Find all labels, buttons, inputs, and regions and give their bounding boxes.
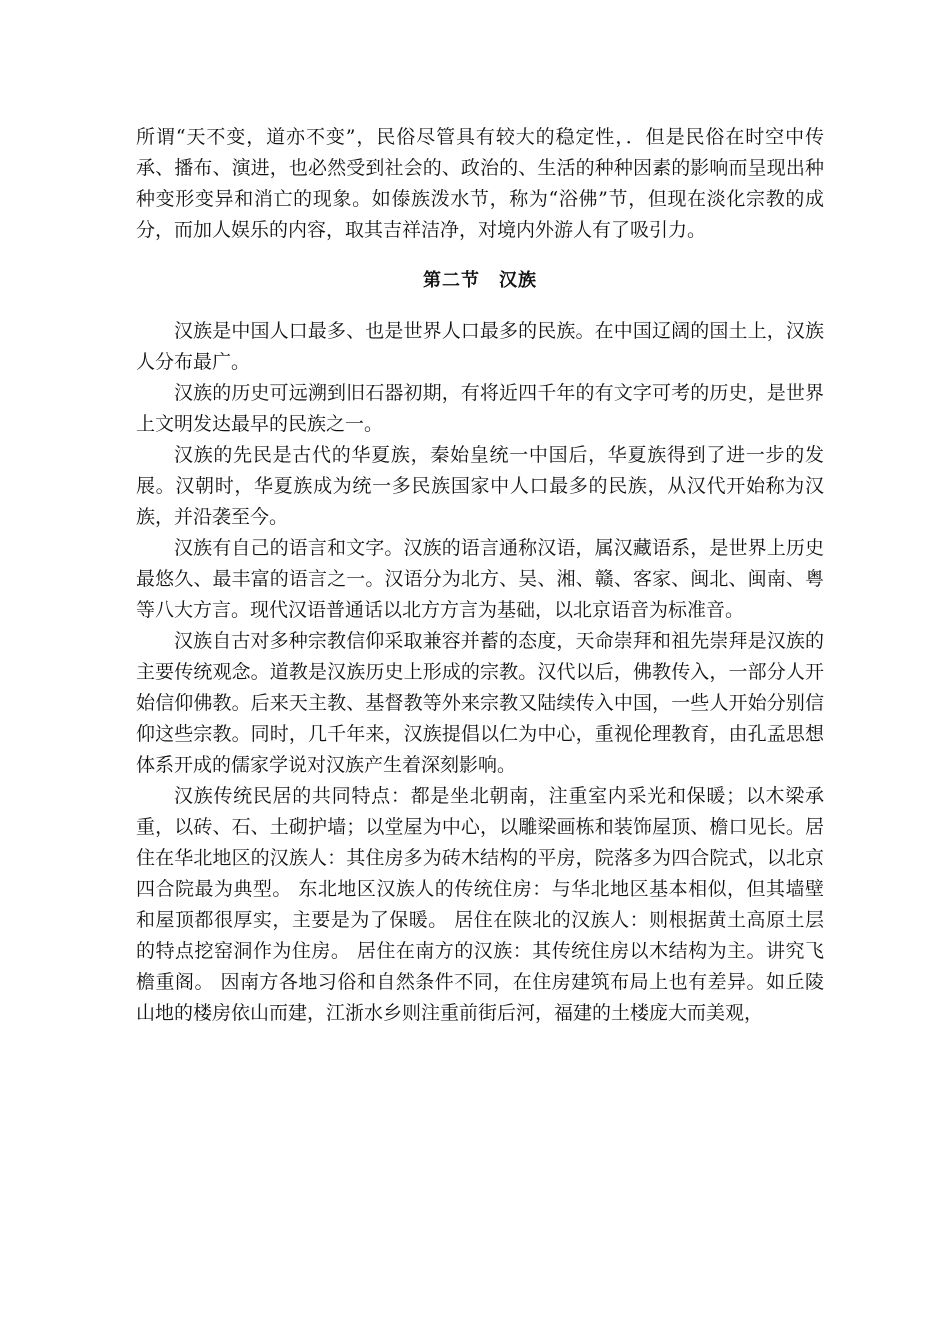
paragraph-han-language: 汉族有自己的语言和文字。汉族的语言通称汉语，属汉藏语系，是世界上历史最悠久、最丰富的语言之一。汉语分为北方、吴、湘、赣、客家、闽北、闽南、粤等八大方言。现代汉语普通话以北方方言为基础，以北京语音为标准音。 (136, 537, 824, 621)
paragraph-han-religion: 汉族自古对多种宗教信仰采取兼容并蓄的态度，天命崇拜和祖先崇拜是汉族的主要传统观念。道教是汉族历史上形成的宗教。汉代以后，佛教传入，一部分人开始信仰佛教。后来天主教、基督教等外来宗教又陆续传入中国，一些人开始分别信仰这些宗教。同时，几千年来，汉族提倡以仁为中心，重视伦理教育，由孔孟思想体系开成的儒家学说对汉族产生着深刻影响。 (136, 630, 824, 776)
paragraph-han-history: 汉族的历史可远溯到旧石器初期，有将近四千年的有文字可考的历史，是世界上文明发达最早的民族之一。 (136, 382, 824, 435)
document-page (136, 122, 824, 1029)
paragraph-han-ancestors: 汉族的先民是古代的华夏族，秦始皇统一中国后，华夏族得到了进一步的发展。汉朝时，华夏族成为统一多民族国家中人口最多的民族，从汉代开始称为汉族，并沿袭至今。 (136, 444, 824, 528)
intro-paragraph: 所谓“天不变，道亦不变”，民俗尽管具有较大的稳定性，．但是民俗在时空中传承、播布、演进，也必然受到社会的、政治的、生活的种种因素的影响而呈现出种种变形变异和消亡的现象。如傣族泼水节，称为“浴佛”节，但现在淡化宗教的成分，而加人娱乐的内容，取其吉祥洁净，对境内外游人有了吸引力。 (136, 126, 824, 241)
section-title: 第二节 汉族 (423, 270, 537, 291)
paragraph-han-dwellings: 汉族传统民居的共同特点：都是坐北朝南，注重室内采光和保暖；以木梁承重，以砖、石、土砌护墙；以堂屋为中心，以雕梁画栋和装饰屋顶、檐口见长。居住在华北地区的汉族人：其住房多为砖木结构的平房，院落多为四合院式，以北京四合院最为典型。 东北地区汉族人的传统住房：与华北地区基本相似，但其墙壁和屋顶都很厚实，主要是为了保暖。 居住在陕北的汉族人：则根据黄土高原土层的特点挖窑洞作为住房。 居住在南方的汉族：其传统住房以木结构为主。讲究飞檐重阁。 因南方各地习俗和自然条件不同，在住房建筑布局上也有差异。如丘陵山地的楼房依山而建，江浙水乡则注重前街后河，福建的土楼庞大而美观， (136, 785, 824, 1024)
paragraph-han-population: 汉族是中国人口最多、也是世界人口最多的民族。在中国辽阔的国土上，汉族人分布最广。 (136, 320, 824, 373)
